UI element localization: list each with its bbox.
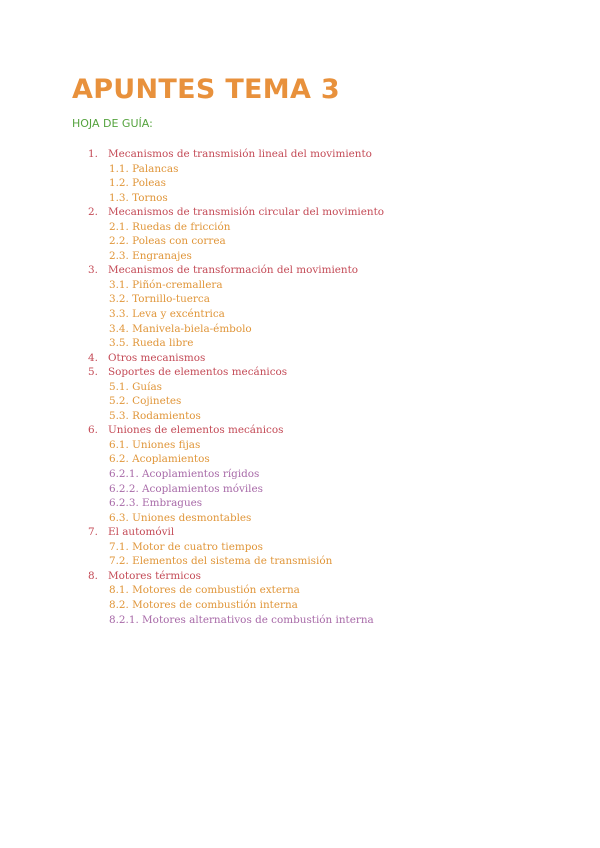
outline-item-label: 7.1. Motor de cuatro tiempos (109, 540, 263, 553)
outline-item-number: 6. (88, 424, 98, 437)
outline-item-label: 2.1. Ruedas de fricción (109, 220, 231, 233)
outline-item-level-2 (0, 540, 600, 555)
outline-item-label: 8.2.1. Motores alternativos de combustión interna (109, 613, 374, 626)
outline-item-level-1 (0, 365, 600, 380)
outline-item-level-1 (0, 205, 600, 220)
outline-item-label: 6.3. Uniones desmontables (109, 511, 252, 524)
outline-item-label: 1.1. Palancas (109, 162, 179, 175)
outline-list (0, 147, 600, 627)
outline-item-label: 2.2. Poleas con correa (109, 235, 226, 248)
outline-item-level-2 (0, 394, 600, 409)
outline-item-level-2 (0, 176, 600, 191)
outline-item-level-2 (0, 234, 600, 249)
outline-item-label: 2.3. Engranajes (109, 249, 192, 262)
outline-item-level-2 (0, 438, 600, 453)
outline-item-label: 6.2.1. Acoplamientos rígidos (109, 468, 260, 481)
outline-item-level-2 (0, 322, 600, 337)
outline-item-label: 3.4. Manivela-biela-émbolo (109, 322, 252, 335)
outline-item-label: Mecanismos de transmisión lineal del movimiento (108, 148, 372, 160)
outline-item-label: 1.2. Poleas (109, 177, 166, 190)
outline-item-level-1 (0, 525, 600, 540)
outline-item-number: 8. (88, 569, 98, 582)
outline-item-label: Mecanismos de transformación del movimiento (108, 264, 359, 277)
outline-item-number: 4. (88, 351, 98, 364)
outline-item-number: 3. (88, 264, 98, 277)
outline-item-label: 3.3. Leva y excéntrica (109, 308, 225, 321)
outline-item-label: 1.3. Tornos (109, 191, 168, 204)
outline-item-level-1 (0, 351, 600, 366)
outline-item-label: 6.1. Uniones fijas (109, 438, 201, 451)
outline-item-level-3 (0, 467, 600, 482)
outline-item-level-2 (0, 409, 600, 424)
outline-item-level-2 (0, 336, 600, 351)
outline-item-label: Soportes de elementos mecánicos (108, 366, 288, 379)
outline-item-label: Uniones de elementos mecánicos (108, 424, 284, 437)
outline-item-label: 6.2. Acoplamientos (109, 453, 210, 466)
outline-item-label: Mecanismos de transmisión circular del movimiento (108, 206, 385, 219)
outline-item-level-2 (0, 307, 600, 322)
outline-item-level-3 (0, 613, 600, 628)
outline-item-level-2 (0, 554, 600, 569)
outline-item-label: 6.2.3. Embragues (109, 497, 203, 510)
outline-item-number: 2. (88, 206, 98, 219)
outline-item-level-2 (0, 249, 600, 264)
outline-item-level-2 (0, 162, 600, 177)
outline-item-number: 5. (88, 366, 98, 379)
outline-item-label: 6.2.2. Acoplamientos móviles (109, 482, 263, 495)
outline-item-label: El automóvil (108, 526, 175, 539)
outline-item-label: 8.2. Motores de combustión interna (109, 598, 298, 611)
outline-item-level-3 (0, 482, 600, 497)
outline-item-level-1 (0, 569, 600, 584)
outline-item-number: 1. (88, 148, 98, 160)
outline-item-level-2 (0, 292, 600, 307)
outline-item-level-2 (0, 511, 600, 526)
outline-item-level-2 (0, 191, 600, 206)
outline-item-level-1 (0, 423, 600, 438)
outline-item-level-1 (0, 263, 600, 278)
outline-item-label: 3.2. Tornillo-tuerca (109, 293, 210, 306)
outline-item-level-3 (0, 496, 600, 511)
outline-item-label: Motores térmicos (108, 569, 201, 582)
outline-item-label: 5.1. Guías (109, 380, 162, 393)
outline-item-label: 5.3. Rodamientos (109, 409, 201, 422)
outline-item-level-2 (0, 278, 600, 293)
outline-item-label: 3.5. Rueda libre (109, 337, 194, 350)
outline-item-label: 3.1. Piñón-cremallera (109, 278, 223, 291)
outline-item-label: 5.2. Cojinetes (109, 395, 182, 408)
outline-item-level-2 (0, 583, 600, 598)
outline-item-level-2 (0, 380, 600, 395)
outline-item-label: 7.2. Elementos del sistema de transmisión (109, 555, 333, 568)
outline-item-label: 8.1. Motores de combustión externa (109, 584, 300, 597)
outline-item-level-2 (0, 452, 600, 467)
guide-heading: HOJA DE GUÍA: (72, 117, 153, 130)
outline-item-number: 7. (88, 526, 98, 539)
outline-item-level-1 (0, 147, 600, 162)
outline-item-label: Otros mecanismos (108, 351, 206, 364)
outline-item-level-2 (0, 598, 600, 613)
document-title: APUNTES TEMA 3 (72, 74, 340, 105)
outline-item-level-2 (0, 220, 600, 235)
